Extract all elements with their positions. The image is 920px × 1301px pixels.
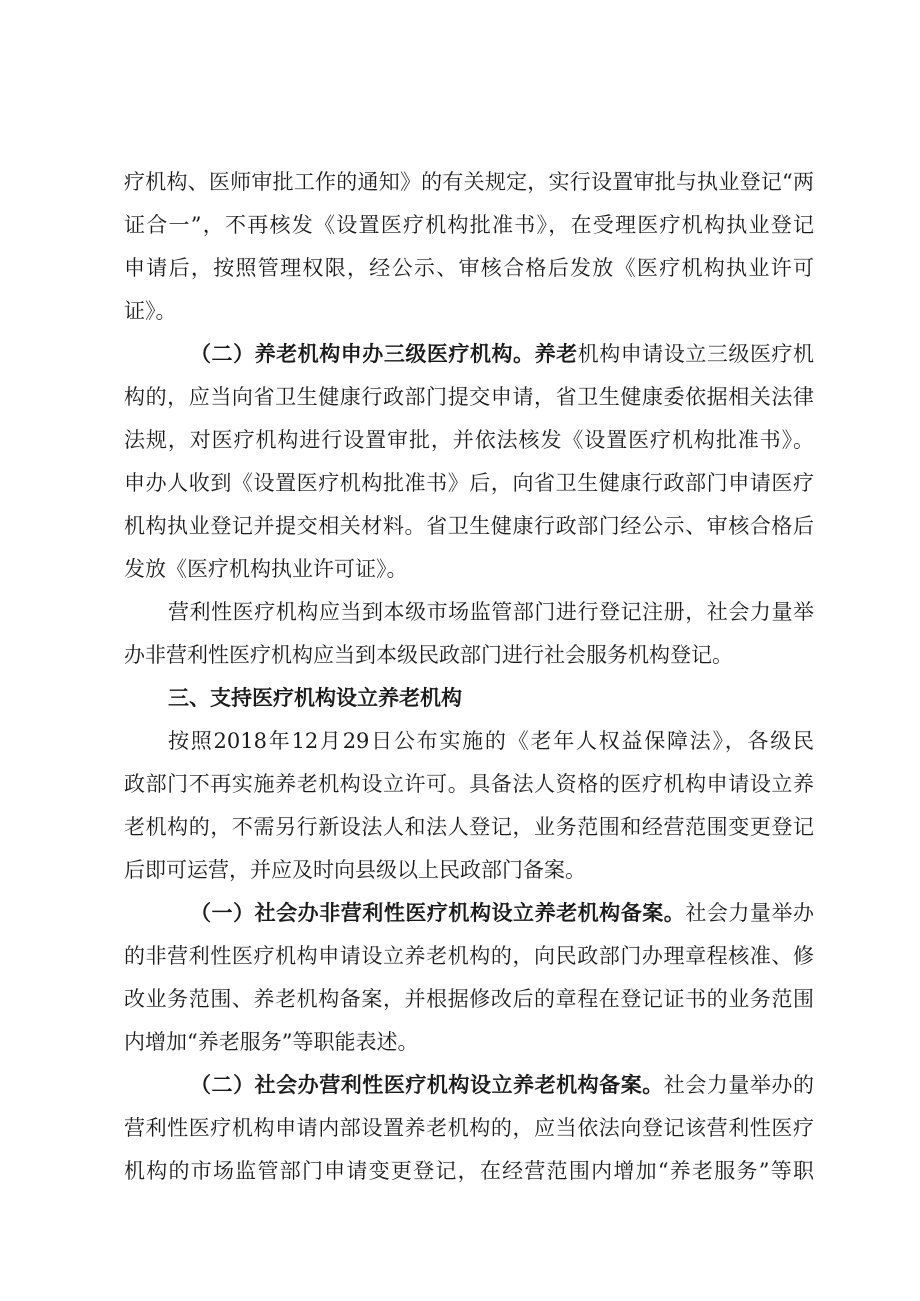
body-line: 后即可运营，并应及时向县级以上民政部门备案。 bbox=[124, 858, 586, 882]
body-line: 内增加“养老服务”等职能表述。 bbox=[124, 1030, 419, 1054]
body-line: 机构的市场监管部门申请变更登记，在经营范围内增加“养老服务”等职 bbox=[124, 1159, 814, 1183]
body-line: 构的，应当向省卫生健康行政部门提交申请，省卫生健康委依据相关法律 bbox=[124, 385, 814, 409]
body-line: 申办人收到《设置医疗机构批准书》后，向省卫生健康行政部门申请医疗 bbox=[124, 471, 814, 495]
body-line: 政部门不再实施养老机构设立许可。具备法人资格的医疗机构申请设立养 bbox=[124, 772, 814, 796]
section-heading: （一）社会办非营利性医疗机构设立养老机构备案。 bbox=[190, 900, 686, 925]
section-heading: （二）养老机构申办三级医疗机构。养老 bbox=[190, 341, 578, 366]
body-line: 按照2018年12月29日公布实施的《老年人权益保障法》，各级民 bbox=[168, 729, 814, 753]
body-text: 社会力量举办 bbox=[685, 901, 815, 925]
body-line: 营利性医疗机构应当到本级市场监管部门进行登记注册，社会力量举 bbox=[168, 600, 814, 624]
body-line: 机构执业登记并提交相关材料。省卫生健康行政部门经公示、审核合格后 bbox=[124, 514, 814, 538]
section-heading: （二）社会办营利性医疗机构设立养老机构备案。 bbox=[190, 1072, 664, 1097]
body-line: 证合一”，不再核发《设置医疗机构批准书》，在受理医疗机构执业登记 bbox=[124, 213, 814, 237]
body-line: 的非营利性医疗机构申请设立养老机构的，向民政部门办理章程核准、修 bbox=[124, 944, 814, 968]
body-text: 社会力量举办的 bbox=[663, 1073, 815, 1097]
section-paragraph-line bbox=[190, 893, 814, 933]
body-line: 证》。 bbox=[124, 299, 177, 323]
body-line: 申请后，按照管理权限，经公示、审核合格后发放《医疗机构执业许可 bbox=[124, 256, 814, 280]
body-line: 法规，对医疗机构进行设置审批，并依法核发《设置医疗机构批准书》。 bbox=[124, 428, 814, 452]
body-line: 老机构的，不需另行新设法人和法人登记，业务范围和经营范围变更登记 bbox=[124, 815, 814, 839]
body-line: 办非营利性医疗机构应当到本级民政部门进行社会服务机构登记。 bbox=[124, 643, 733, 667]
section-paragraph-line bbox=[190, 1065, 814, 1105]
section-paragraph-line bbox=[190, 334, 814, 374]
body-line: 发放《医疗机构执业许可证》。 bbox=[124, 557, 408, 581]
section-title: 三、支持医疗机构设立养老机构 bbox=[168, 685, 462, 710]
body-line: 营利性医疗机构申请内部设置养老机构的，应当依法向登记该营利性医疗 bbox=[124, 1116, 814, 1140]
body-text: 机构申请设立三级医疗机 bbox=[577, 342, 815, 366]
body-line: 改业务范围、养老机构备案，并根据修改后的章程在登记证书的业务范围 bbox=[124, 987, 814, 1011]
body-line: 疗机构、医师审批工作的通知》的有关规定，实行设置审批与执业登记“两 bbox=[124, 170, 814, 194]
